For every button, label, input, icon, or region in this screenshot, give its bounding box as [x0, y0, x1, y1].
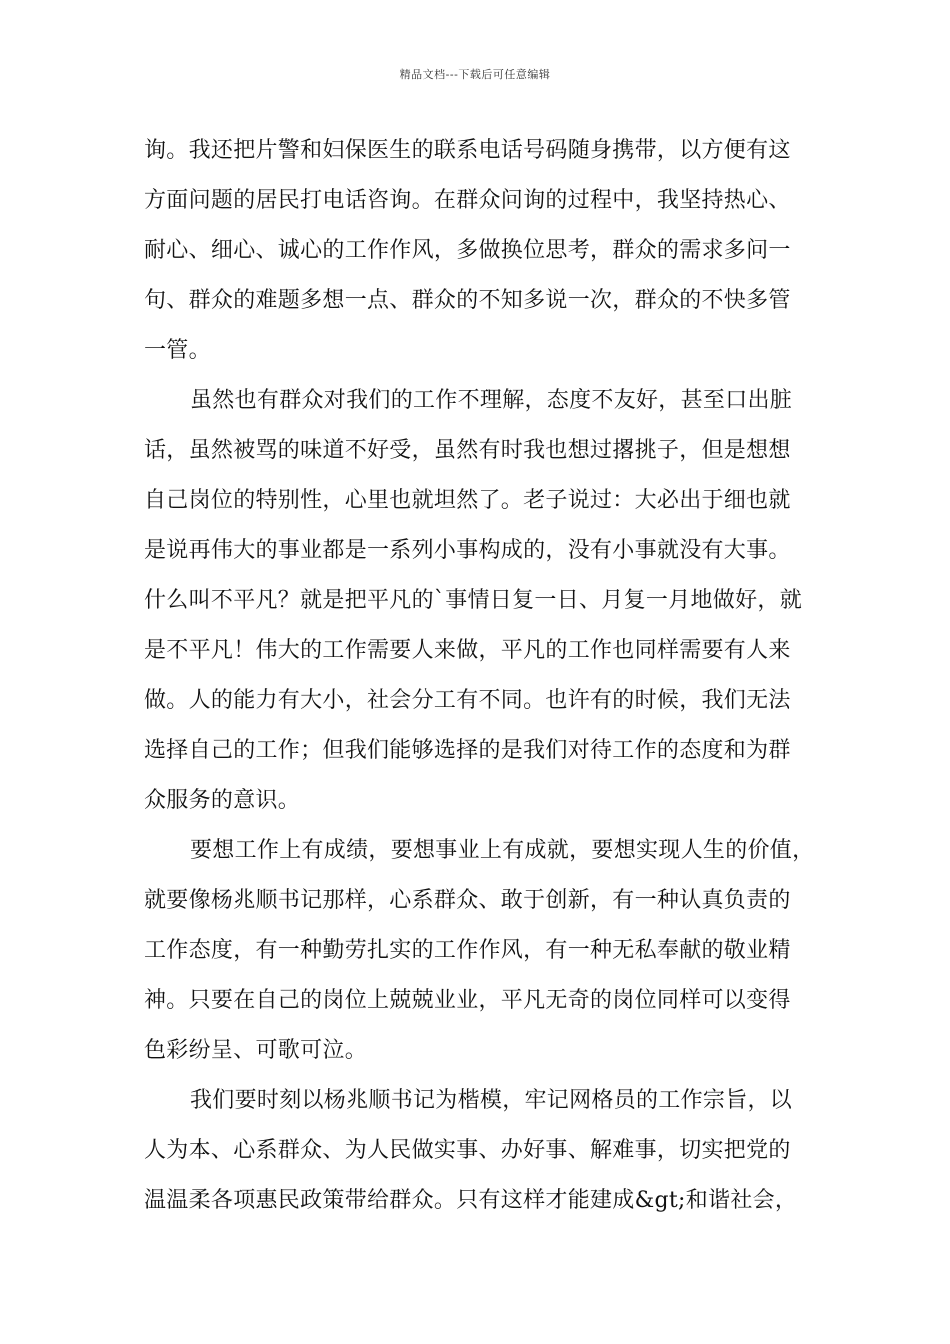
- paragraph: [144, 126, 814, 376]
- paragraph: [144, 376, 814, 826]
- text-line: 是说再伟大的事业都是一系列小事构成的，没有小事就没有大事。: [144, 538, 791, 563]
- paragraph: [144, 1076, 814, 1226]
- paragraph: [144, 826, 814, 1076]
- text-line: 就要像杨兆顺书记那样，心系群众、敢于创新，有一种认真负责的: [144, 888, 791, 913]
- text-line: 我们要时刻以杨兆顺书记为楷模，牢记网格员的工作宗旨，以: [190, 1088, 793, 1113]
- text-line: 话，虽然被骂的味道不好受，虽然有时我也想过撂挑子，但是想想: [144, 438, 791, 463]
- text-line: 自己岗位的特别性，心里也就坦然了。老子说过：大必出于细也就: [144, 488, 791, 513]
- text-line: 神。只要在自己的岗位上兢兢业业，平凡无奇的岗位同样可以变得: [144, 988, 791, 1013]
- page-header: 精品文档---下载后可任意编辑: [399, 68, 551, 81]
- text-line: 色彩纷呈、可歌可泣。: [144, 1038, 368, 1063]
- text-line: 做。人的能力有大小，社会分工有不同。也许有的时候，我们无法: [144, 688, 791, 713]
- text-line: 句、群众的难题多想一点、群众的不知多说一次，群众的不快多管: [144, 288, 791, 313]
- text-line: 虽然也有群众对我们的工作不理解，态度不友好，甚至口出脏: [190, 388, 793, 413]
- text-line: 询。我还把片警和妇保医生的联系电话号码随身携带，以方便有这: [144, 138, 791, 163]
- text-line: 工作态度，有一种勤劳扎实的工作作风，有一种无私奉献的敬业精: [144, 938, 791, 963]
- text-line: 温温柔各项惠民政策带给群众。只有这样才能建成&gt;和谐社会，: [144, 1188, 798, 1213]
- text-line: 要想工作上有成绩，要想事业上有成就，要想实现人生的价值，: [190, 838, 814, 863]
- text-line: 什么叫不平凡？就是把平凡的`事情日复一日、月复一月地做好，就: [144, 588, 803, 613]
- text-line: 耐心、细心、诚心的工作作风，多做换位思考，群众的需求多问一: [144, 238, 791, 263]
- text-line: 是不平凡！伟大的工作需要人来做，平凡的工作也同样需要有人来: [144, 638, 791, 663]
- text-line: 人为本、心系群众、为人民做实事、办好事、解难事，切实把党的: [144, 1138, 791, 1163]
- text-line: 选择自己的工作；但我们能够选择的是我们对待工作的态度和为群: [144, 738, 791, 763]
- text-line: 众服务的意识。: [144, 788, 301, 813]
- document-body: [144, 126, 814, 1226]
- text-line: 一管。: [144, 338, 211, 363]
- text-line: 方面问题的居民打电话咨询。在群众问询的过程中，我坚持热心、: [144, 188, 791, 213]
